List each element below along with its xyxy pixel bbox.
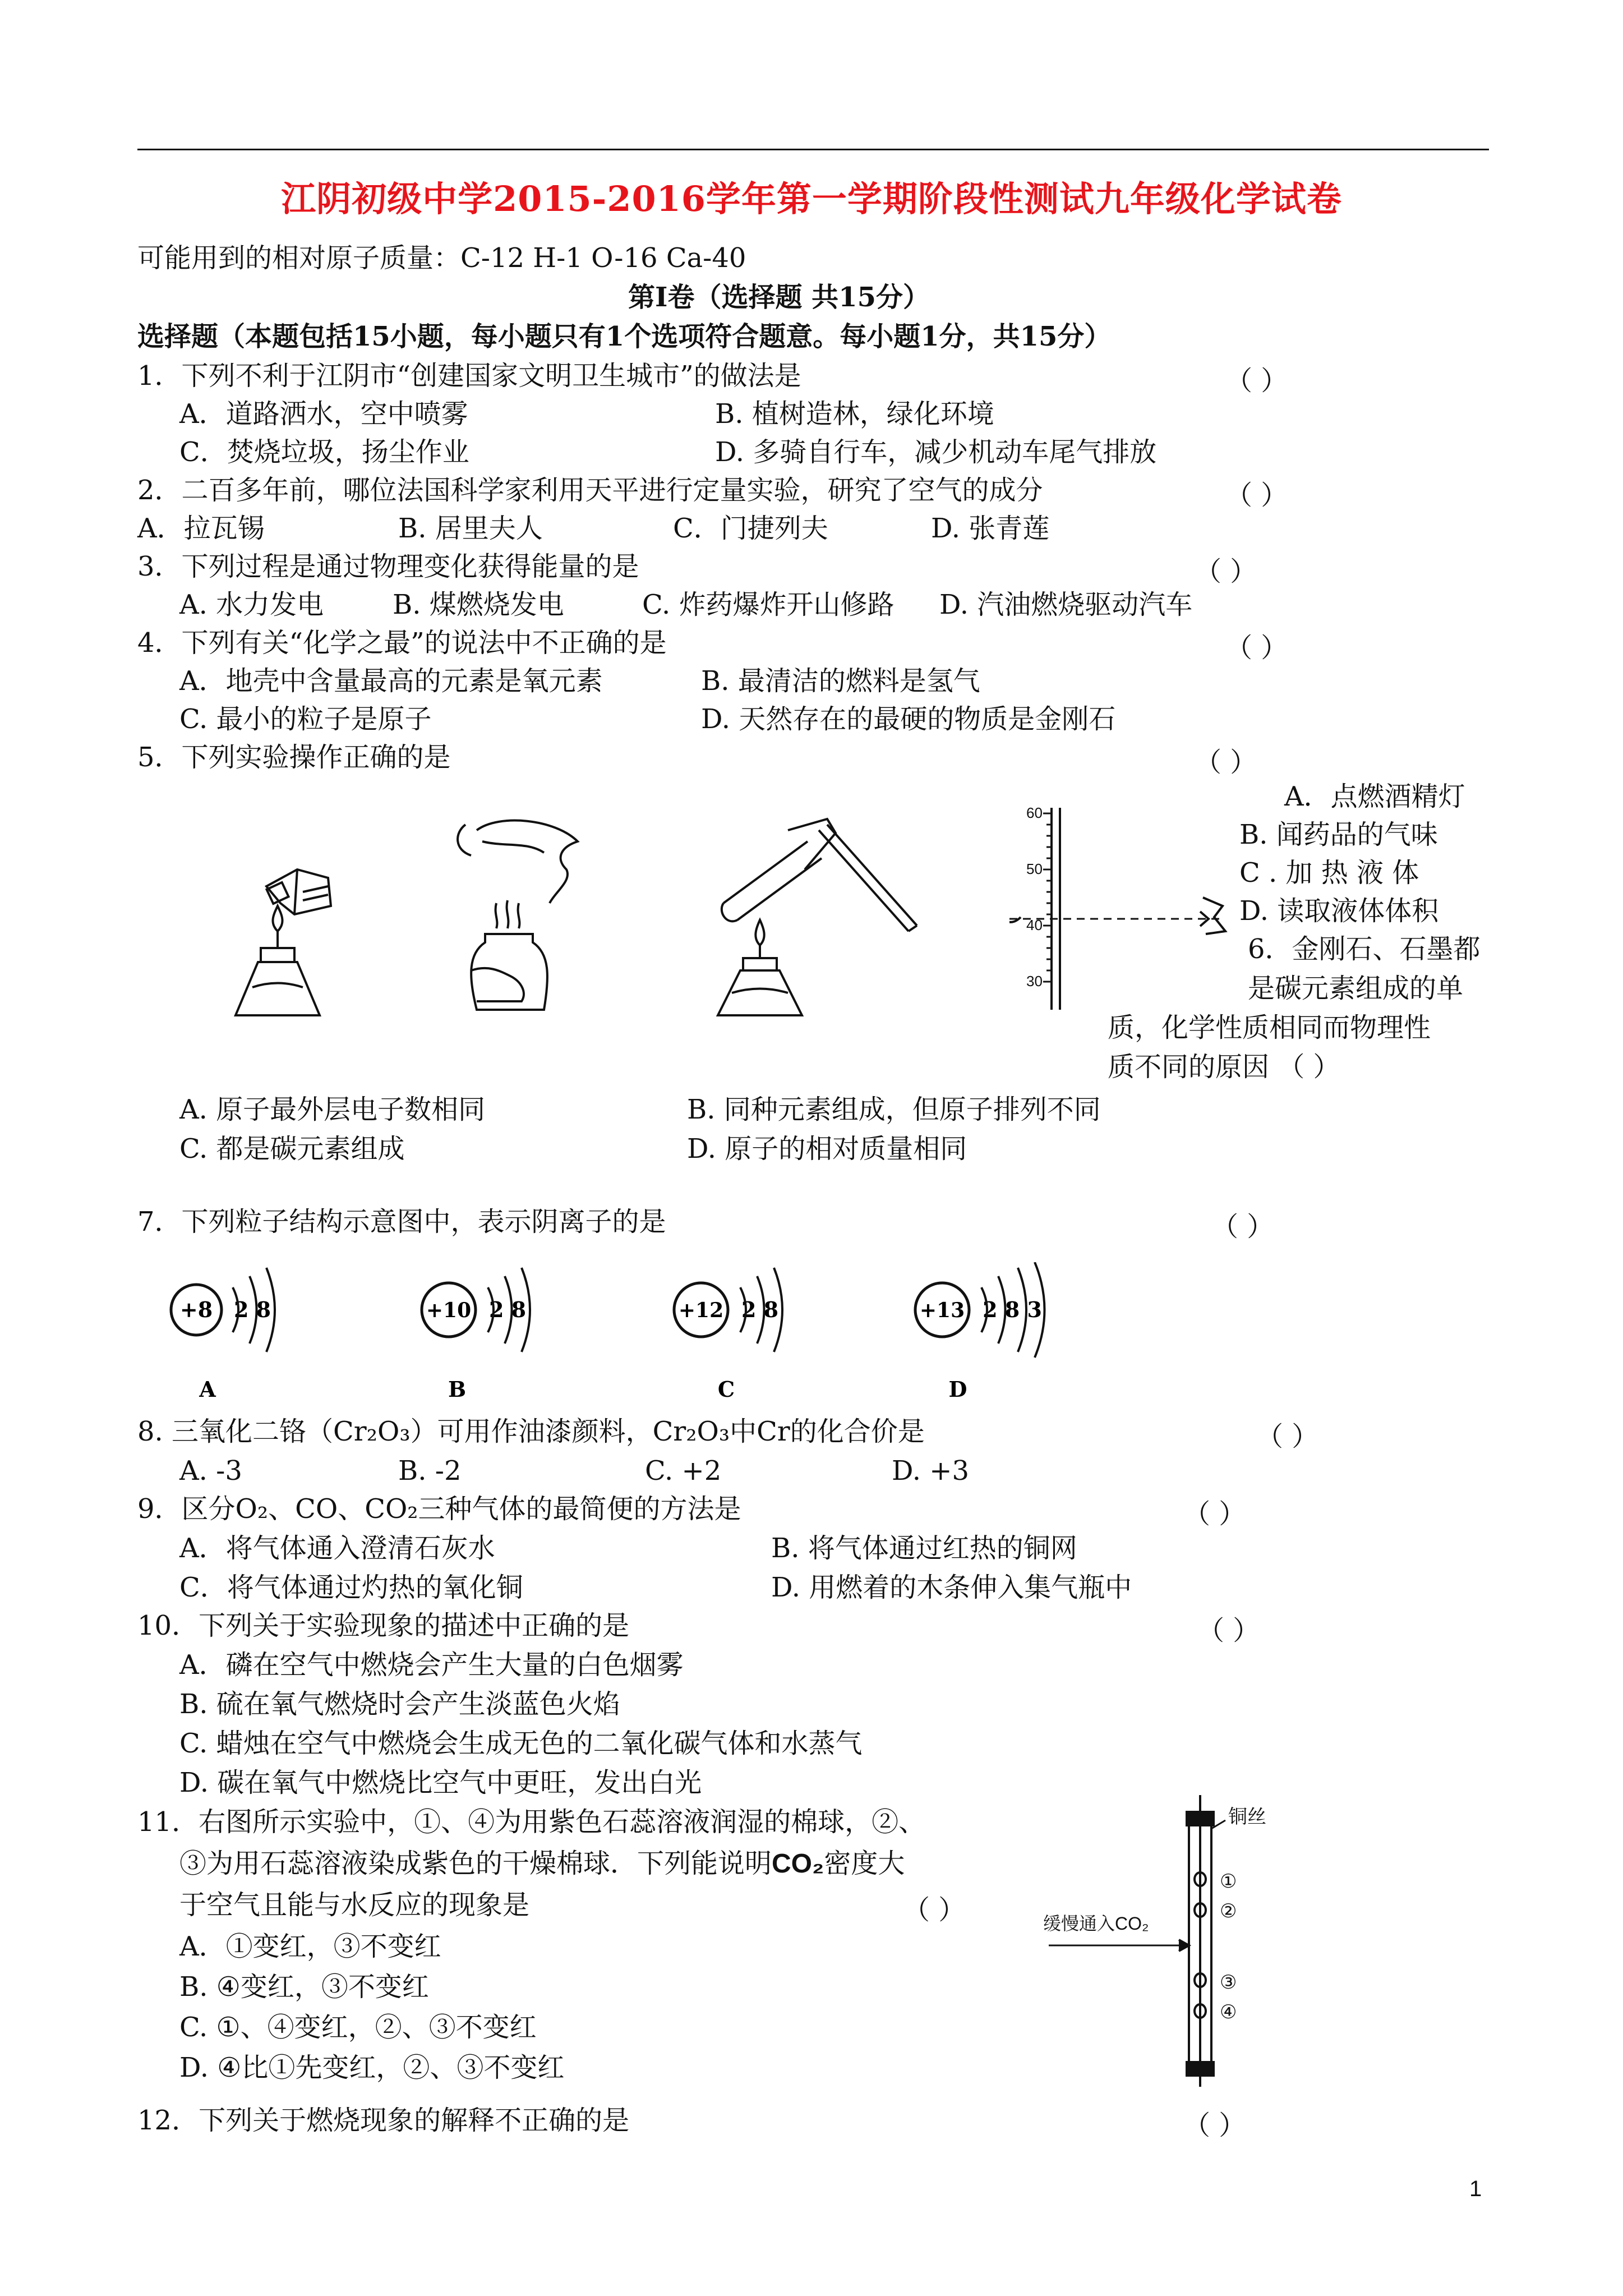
q6-option-b: B. 同种元素组成，但原子排列不同 xyxy=(687,1094,1101,1125)
cyl-tick-50: 50 xyxy=(1026,861,1043,877)
q11-stem-2c: 密度大 xyxy=(824,1848,905,1879)
atom-d-nucleus: +13 xyxy=(919,1299,965,1322)
q3-option-c: C. 炸药爆炸开山修路 xyxy=(642,589,895,620)
q10-stem: 10．下列关于实验现象的描述中正确的是 xyxy=(137,1610,630,1641)
q11-option-c: C. ①、④变红，②、③不变红 xyxy=(179,2012,537,2043)
q6-stem-3: 质，化学性质相同而物理性 xyxy=(1108,1012,1431,1043)
page-title: 江阴初级中学2015-2016学年第一学期阶段性测试九年级化学试卷 xyxy=(281,178,1342,219)
q11-stem-2a: ③为用石蕊溶液染成紫色的干燥棉球．下列能说明 xyxy=(179,1848,772,1879)
atom-diagram-d xyxy=(909,1262,1066,1414)
q6-option-c: C. 都是碳元素组成 xyxy=(179,1133,405,1165)
atom-b-label: B xyxy=(448,1377,467,1402)
q1-stem: 1．下列不利于江阴市“创建国家文明卫生城市”的做法是 xyxy=(137,360,801,392)
cyl-tick-60: 60 xyxy=(1026,804,1043,821)
q7-answer-blank: （ ） xyxy=(1211,1211,1274,1243)
q10-option-d: D. 碳在氧气中燃烧比空气中更旺，发出白光 xyxy=(179,1767,702,1798)
q9-answer-blank: （ ） xyxy=(1183,1498,1246,1530)
q10-option-a: A．磷在空气中燃烧会产生大量的白色烟雾 xyxy=(179,1649,684,1681)
q3-answer-blank: （ ） xyxy=(1195,556,1257,587)
q6-stem-4: 质不同的原因 （ ） xyxy=(1108,1051,1340,1083)
q5-option-c: C . 加 热 液 体 xyxy=(1239,857,1419,889)
q11-answer-blank: （ ） xyxy=(903,1894,966,1926)
smelling-figure xyxy=(443,808,611,1021)
q11-option-b: B. ④变红，③不变红 xyxy=(179,1971,429,2003)
q6-stem-2: 是碳元素组成的单 xyxy=(1248,973,1464,1004)
q11-stem-1: 11．右图所示实验中，①、④为用紫色石蕊溶液润湿的棉球，②、 xyxy=(137,1806,926,1838)
page-number: 1 xyxy=(1469,2177,1482,2201)
q10-option-b: B. 硫在氧气燃烧时会产生淡蓝色火焰 xyxy=(179,1688,620,1720)
atom-a-shells: 2 8 xyxy=(233,1297,271,1322)
q1-option-c: C．焚烧垃圾，扬尘作业 xyxy=(179,436,469,468)
q10-answer-blank: （ ） xyxy=(1197,1615,1260,1646)
q6-option-d: D. 原子的相对质量相同 xyxy=(687,1133,967,1165)
fig-ball-3: ③ xyxy=(1220,1972,1237,1993)
q11-option-a: A．①变红，③不变红 xyxy=(179,1931,441,1962)
q12-stem: 12．下列关于燃烧现象的解释不正确的是 xyxy=(137,2105,630,2136)
q5-option-a: A．点燃酒精灯 xyxy=(1284,781,1465,812)
q9-stem: 9．区分O₂、CO、CO₂三种气体的最简便的方法是 xyxy=(137,1493,741,1525)
q1-option-d: D. 多骑自行车，减少机动车尾气排放 xyxy=(715,436,1157,468)
atom-diagram-b xyxy=(415,1262,550,1414)
cylinder-reading-figure xyxy=(1009,802,1245,1015)
q1-option-b: B. 植树造林，绿化环境 xyxy=(715,398,994,430)
q4-option-b: B. 最清洁的燃料是氢气 xyxy=(701,665,980,697)
q9-option-d: D. 用燃着的木条伸入集气瓶中 xyxy=(771,1572,1132,1603)
q4-option-c: C. 最小的粒子是原子 xyxy=(179,703,432,735)
q3-stem: 3．下列过程是通过物理变化获得能量的是 xyxy=(137,551,639,582)
atom-b-nucleus: +10 xyxy=(426,1299,472,1322)
header-rule xyxy=(137,149,1489,150)
atom-c-label: C xyxy=(717,1377,735,1402)
q5-option-d: D. 读取液体体积 xyxy=(1239,895,1439,927)
fig-label-wire: 铜丝 xyxy=(1228,1806,1266,1828)
atom-diagram-c xyxy=(667,1262,802,1414)
q9-option-b: B. 将气体通过红热的铜网 xyxy=(771,1533,1077,1564)
q3-option-a: A. 水力发电 xyxy=(179,589,324,620)
q11-stem-2 xyxy=(179,1847,905,1881)
q2-option-c: C．门捷列夫 xyxy=(673,513,828,544)
q12-answer-blank: （ ） xyxy=(1183,2110,1246,2141)
q11-stem-3: 于空气且能与水反应的现象是 xyxy=(179,1889,530,1921)
fig-ball-1: ① xyxy=(1220,1871,1237,1892)
atom-c-shells: 2 8 xyxy=(741,1297,779,1322)
q8-option-a: A. -3 xyxy=(179,1455,242,1487)
q8-option-d: D. +3 xyxy=(892,1455,970,1487)
lamp-lighting-figure xyxy=(213,853,370,1021)
q8-answer-blank: （ ） xyxy=(1256,1421,1319,1452)
atom-c-nucleus: +12 xyxy=(678,1299,724,1322)
fig-ball-4: ④ xyxy=(1220,2001,1237,2023)
atom-b-shells: 2 8 xyxy=(488,1297,527,1322)
fig-ball-2: ② xyxy=(1220,1901,1237,1922)
q8-stem: 8. 三氧化二铬（Cr₂O₃）可用作油漆颜料，Cr₂O₃中Cr的化合价是 xyxy=(137,1416,925,1447)
q4-option-d: D. 天然存在的最硬的物质是金刚石 xyxy=(701,703,1116,735)
q9-option-c: C．将气体通过灼热的氧化铜 xyxy=(179,1572,523,1603)
q6-option-a: A. 原子最外层电子数相同 xyxy=(179,1094,486,1125)
atom-d-shells: 2 8 3 xyxy=(983,1297,1042,1322)
atom-a-label: A xyxy=(199,1377,216,1402)
q2-stem: 2．二百多年前，哪位法国科学家利用天平进行定量实验，研究了空气的成分 xyxy=(137,475,1043,506)
atomic-mass-line: 可能用到的相对原子质量：C-12 H-1 O-16 Ca-40 xyxy=(137,242,746,274)
q9-option-a: A．将气体通入澄清石灰水 xyxy=(179,1533,495,1564)
q2-option-a: A．拉瓦锡 xyxy=(137,513,265,544)
q5-stem: 5．下列实验操作正确的是 xyxy=(137,742,451,773)
fig-label-inlet: 缓慢通入CO₂ xyxy=(1043,1913,1149,1934)
cyl-tick-40: 40 xyxy=(1026,917,1043,933)
q11-option-d: D. ④比①先变红，②、③不变红 xyxy=(179,2052,565,2083)
q4-answer-blank: （ ） xyxy=(1225,632,1288,664)
q2-answer-blank: （ ） xyxy=(1225,480,1288,511)
q4-stem: 4．下列有关“化学之最”的说法中不正确的是 xyxy=(137,627,667,659)
cyl-tick-30: 30 xyxy=(1026,973,1043,990)
atom-d-label: D xyxy=(948,1377,967,1402)
q10-option-c: C. 蜡烛在空气中燃烧会生成无色的二氧化碳气体和水蒸气 xyxy=(179,1728,863,1759)
heating-liquid-figure xyxy=(707,808,942,1021)
q2-option-d: D. 张青莲 xyxy=(931,513,1050,544)
q2-option-b: B. 居里夫人 xyxy=(398,513,543,544)
q4-option-a: A．地壳中含量最高的元素是氧元素 xyxy=(179,665,603,697)
section-title: 第Ⅰ卷（选择题 共15分） xyxy=(628,282,930,313)
atom-a-nucleus: +8 xyxy=(179,1297,213,1322)
q3-option-d: D. 汽油燃烧驱动汽车 xyxy=(939,589,1193,620)
q11-co2: CO₂ xyxy=(772,1849,824,1879)
atom-diagram-a xyxy=(165,1262,289,1414)
q7-stem: 7．下列粒子结构示意图中，表示阴离子的是 xyxy=(137,1206,666,1237)
q8-option-b: B. -2 xyxy=(398,1455,462,1487)
q1-option-a: A．道路洒水，空中喷雾 xyxy=(179,398,468,430)
q3-option-b: B. 煤燃烧发电 xyxy=(393,589,564,620)
q1-answer-blank: （ ） xyxy=(1225,365,1288,397)
instruction: 选择题（本题包括15小题，每小题只有1个选项符合题意。每小题1分，共15分） xyxy=(137,321,1112,352)
q8-option-c: C. +2 xyxy=(645,1455,722,1487)
co2-tube-figure xyxy=(1032,1795,1324,2087)
q5-answer-blank: （ ） xyxy=(1195,747,1257,778)
q5-option-b: B. 闻药品的气味 xyxy=(1239,819,1438,850)
q6-stem-1: 6．金刚石、石墨都 xyxy=(1248,933,1481,965)
